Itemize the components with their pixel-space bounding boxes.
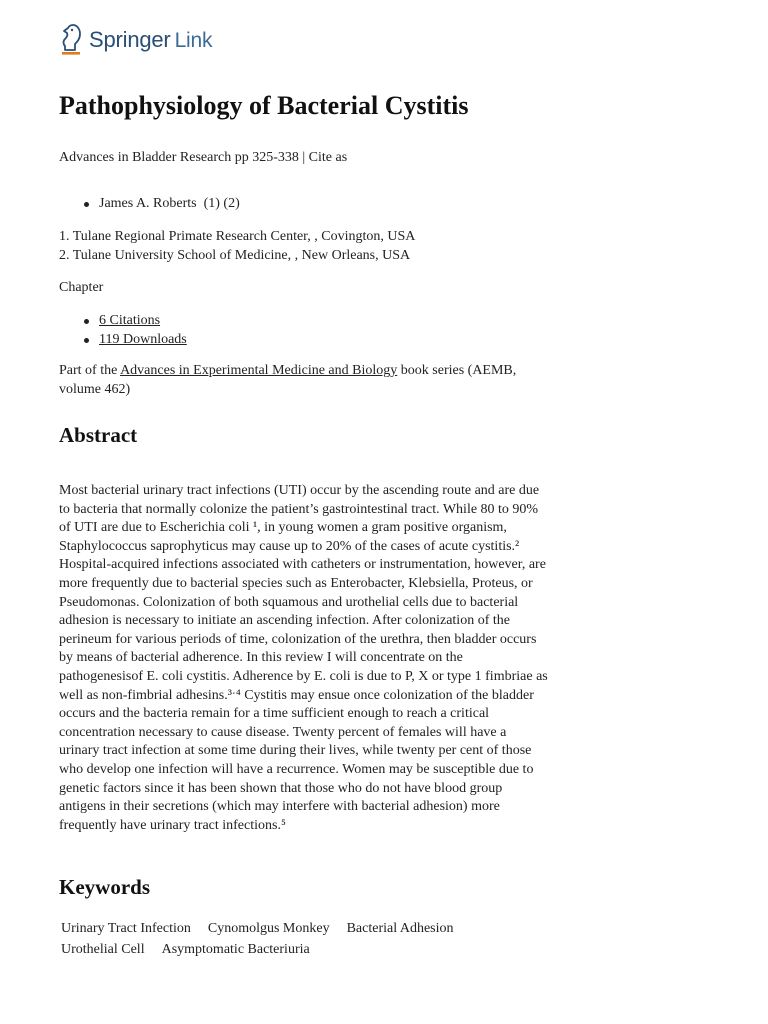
affiliation-item: 1. Tulane Regional Primate Research Center, , Covington, USA	[59, 229, 416, 244]
author-affil-refs: (1) (2)	[203, 196, 240, 211]
keyword-item[interactable]: Urothelial Cell	[61, 942, 145, 957]
metrics-list	[59, 312, 187, 349]
author-item	[59, 195, 240, 214]
series-prefix: Part of the	[59, 363, 118, 378]
keyword-item[interactable]: Urinary Tract Infection	[61, 921, 191, 936]
author-list	[59, 195, 240, 214]
springer-link-logo[interactable]	[59, 22, 212, 56]
metric-item	[59, 331, 187, 350]
series-suffix: book series (AEMB, volume 462)	[59, 363, 517, 397]
keyword-item[interactable]: Cynomolgus Monkey	[207, 921, 330, 936]
citation-line: Advances in Bladder Research pp 325-338 | Cite as	[59, 150, 348, 165]
chess-knight-icon	[59, 22, 83, 56]
brand-suffix: Link	[174, 29, 213, 52]
downloads-link[interactable]: 119 Downloads	[99, 331, 187, 347]
page-title: Pathophysiology of Bacterial Cystitis	[59, 91, 469, 120]
brand-name: Springer	[89, 27, 171, 52]
brand-wordmark	[89, 29, 212, 51]
keywords-heading: Keywords	[59, 875, 150, 899]
keyword-item[interactable]: Asymptomatic Bacteriuria	[161, 942, 310, 957]
book-series-link[interactable]: Advances in Experimental Medicine and Biology	[120, 363, 398, 378]
affiliation-list	[59, 228, 415, 265]
author-name[interactable]: James A. Roberts	[99, 196, 197, 211]
abstract-text: Most bacterial urinary tract infections (UTI) occur by the ascending route and are due to bacteria that normally colonize the patient’s gastrointestinal tract. While 80 to 90% of UTI are due to Escherichia coli ¹, in young women a gram positive organism, Staphylococcus saprophyticus may cause up to 20% of the cases of acute cystitis.² Hospital-acquired infections associated with catheters or instrumentation, however, are more frequently due to bacterial species such as Enterobacter, Klebsiella, Proteus, or Pseudomonas. Colonization of both squamous and urothelial cells due to bacterial adhesion is necessary to initiate an ascending infection. After colonization of the perineum for various periods of time, colonization of the urethra, then bladder occurs by means of bacterial adherence. In this review I will concentrate on the pathogenesisof E. coli cystitis. Adherence by E. coli is due to P, X or type 1 fimbriae as well as non-fimbrial adhesins.³ˑ⁴ Cystitis may ensue once colonization of the bladder occurs and the bacteria remain for a time sufficient enough to reach a critical concentration necessary to cause disease. Twenty percent of females will have a urinary tract infection at some time during their lives, while twenty per cent of those who develop one infection will have a recurrence. Women may be susceptible due to genetic factors since it has been shown that those who do not have blood group antigens in their secretions (which may interfere with bacterial adhesion) more frequently have urinary tract infections.⁵	[59, 483, 548, 833]
content-type: Chapter	[59, 280, 104, 295]
book-series-line	[59, 362, 529, 399]
affiliation-item: 2. Tulane University School of Medicine, , New Orleans, USA	[59, 247, 411, 263]
keyword-item[interactable]: Bacterial Adhesion	[346, 921, 454, 936]
abstract-heading: Abstract	[59, 423, 138, 447]
keyword-list	[59, 920, 479, 959]
metric-item	[59, 312, 187, 331]
citations-link[interactable]: 6 Citations	[99, 313, 161, 328]
